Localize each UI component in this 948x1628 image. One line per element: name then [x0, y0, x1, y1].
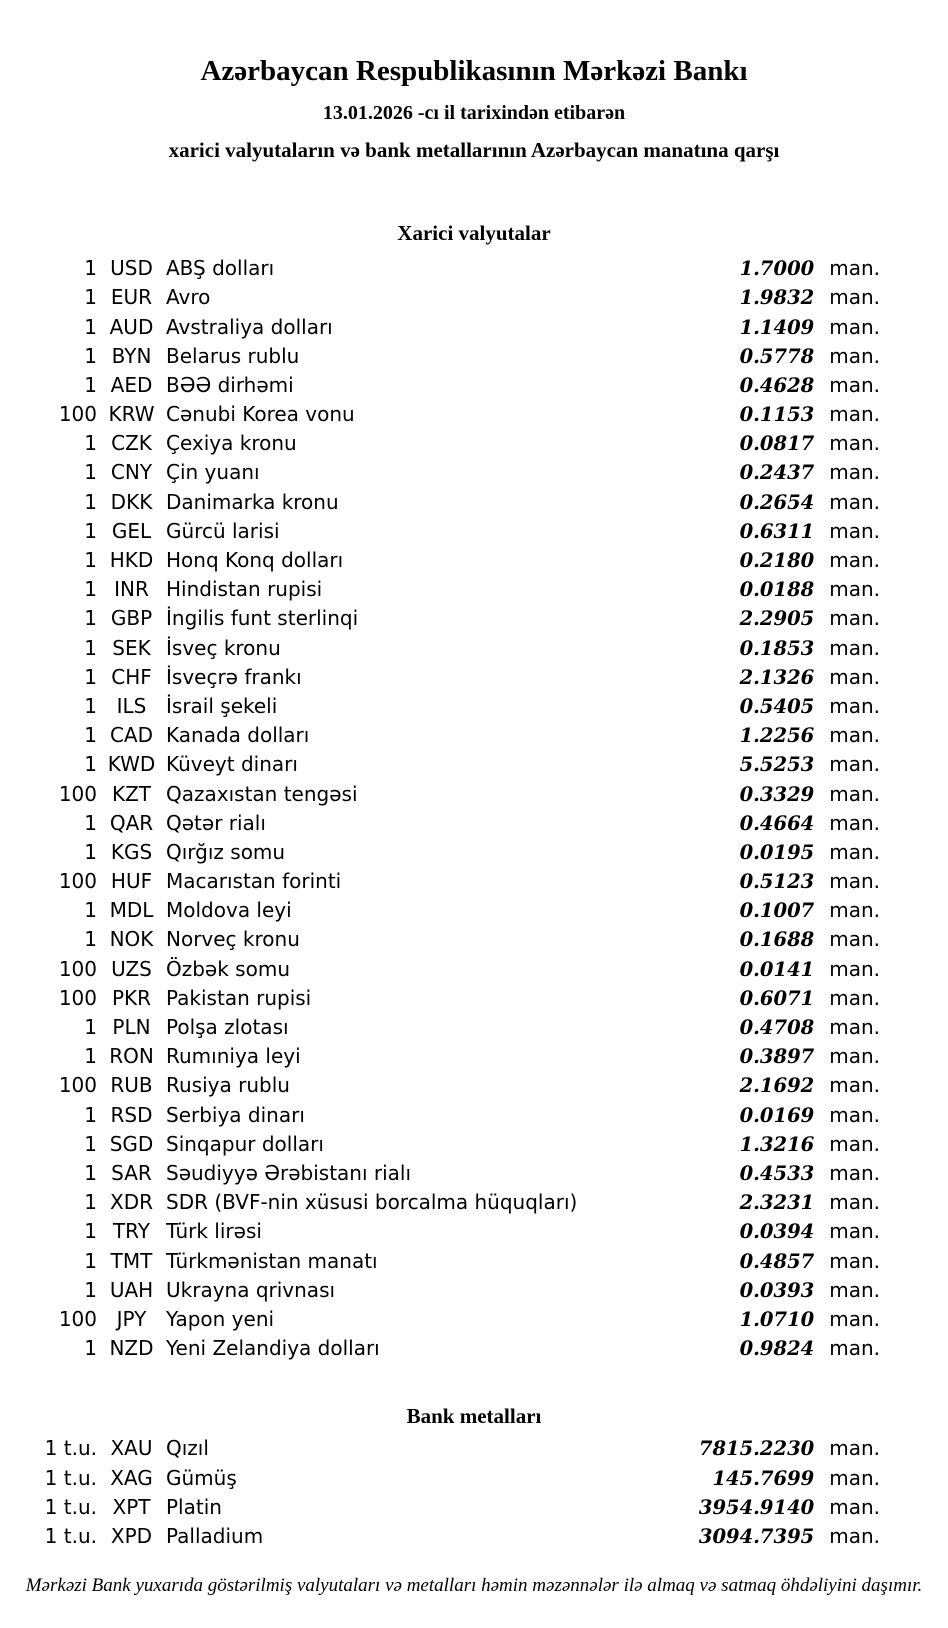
rate-value: 0.1007: [739, 899, 815, 923]
manat-unit-label: man.: [829, 693, 880, 718]
currency-code: XPD: [110, 1523, 153, 1548]
currency-name: Avro: [166, 285, 211, 310]
currency-code: INR: [114, 577, 149, 602]
rate-row: [0, 283, 948, 312]
currency-code: BYN: [111, 343, 152, 368]
rate-row: [0, 1434, 948, 1463]
quantity-value: 1 t.u.: [44, 1465, 97, 1490]
currency-code: CHF: [111, 664, 152, 689]
manat-unit-label: man.: [829, 1277, 880, 1302]
currency-code: NOK: [109, 927, 154, 952]
rate-value: 0.2180: [739, 549, 815, 572]
currency-code: JPY: [116, 1306, 147, 1331]
rate-row: [0, 1013, 948, 1042]
currency-name: Rumıniya leyi: [166, 1044, 301, 1069]
quantity-value: 1: [84, 693, 97, 718]
quantity-value: 1: [84, 1102, 97, 1127]
manat-unit-label: man.: [829, 518, 880, 543]
rate-value: 0.3329: [739, 782, 815, 806]
rate-row: [0, 313, 948, 342]
rate-value: 0.4533: [739, 1161, 815, 1185]
rate-value: 0.2654: [739, 490, 815, 514]
currency-code: NZD: [109, 1336, 154, 1361]
currency-code: QAR: [109, 810, 154, 835]
rate-row: [0, 1522, 948, 1551]
currency-code: XAU: [110, 1436, 153, 1461]
currency-code: KZT: [111, 781, 152, 806]
currency-code: XPT: [112, 1494, 151, 1519]
manat-unit-label: man.: [829, 985, 880, 1010]
rate-row: [0, 896, 948, 925]
quantity-value: 1: [84, 314, 97, 339]
quantity-value: 1: [84, 839, 97, 864]
rate-value: 0.6071: [739, 986, 815, 1010]
manat-unit-label: man.: [829, 577, 880, 602]
quantity-value: 100: [58, 985, 97, 1010]
quantity-value: 1: [84, 1015, 97, 1039]
quantity-value: 100: [58, 1306, 97, 1331]
rate-value: 1.7000: [739, 257, 815, 281]
currency-name: İsrail şekeli: [166, 693, 278, 718]
currency-code: CAD: [109, 723, 154, 748]
rate-row: [0, 1217, 948, 1246]
manat-unit-label: man.: [829, 1015, 880, 1039]
currency-name: Moldova leyi: [166, 898, 292, 923]
currency-code: XDR: [110, 1190, 153, 1215]
quantity-value: 1: [84, 1044, 97, 1069]
currency-name: Ukrayna qrivnası: [166, 1277, 336, 1302]
currency-name: Polşa zlotası: [166, 1015, 289, 1039]
currency-name: Palladium: [166, 1523, 264, 1548]
rate-value: 2.1692: [739, 1074, 815, 1098]
rate-row: [0, 546, 948, 575]
currency-name: Kanada dolları: [166, 723, 310, 748]
currency-name: Yeni Zelandiya dolları: [166, 1336, 380, 1361]
manat-unit-label: man.: [829, 1219, 880, 1244]
rate-value: 0.1153: [739, 403, 815, 427]
rate-row: [0, 575, 948, 604]
rate-value: 7815.2230: [698, 1437, 815, 1461]
currency-name: İsveç kronu: [166, 635, 281, 660]
rate-row: [0, 1101, 948, 1130]
quantity-value: 1: [84, 1277, 97, 1302]
currency-name: Macarıstan forinti: [166, 869, 342, 894]
currency-name: Yapon yeni: [166, 1306, 275, 1331]
effective-date-line: 13.01.2026 -cı il tarixindən etibarən: [322, 101, 626, 124]
rate-row: [0, 809, 948, 838]
rate-value: 0.5405: [739, 694, 815, 718]
quantity-value: 1: [84, 927, 97, 952]
rate-value: 0.0195: [739, 840, 815, 864]
metals-section-heading: Bank metalları: [406, 1404, 542, 1429]
manat-unit-label: man.: [829, 1306, 880, 1331]
manat-unit-label: man.: [829, 956, 880, 981]
currency-code: USD: [110, 256, 153, 281]
rate-value: 0.0393: [739, 1278, 815, 1302]
currency-code: SGD: [109, 1131, 154, 1156]
rate-value: 0.6311: [739, 519, 815, 543]
currency-code: UAH: [109, 1277, 154, 1302]
rate-row: [0, 984, 948, 1013]
quantity-value: 1: [84, 372, 97, 397]
manat-unit-label: man.: [829, 314, 880, 339]
rate-row: [0, 604, 948, 633]
manat-unit-label: man.: [829, 606, 880, 631]
rate-row: [0, 750, 948, 779]
quantity-value: 1: [84, 343, 97, 368]
manat-unit-label: man.: [829, 752, 880, 777]
currency-code: PKR: [111, 985, 152, 1010]
rate-row: [0, 1042, 948, 1071]
manat-unit-label: man.: [829, 1190, 880, 1215]
rate-value: 0.1688: [739, 928, 815, 952]
currency-code: EUR: [110, 285, 153, 310]
currency-code: PLN: [112, 1015, 151, 1039]
rate-value: 0.5123: [739, 870, 815, 894]
rate-value: 0.4664: [739, 811, 815, 835]
quantity-value: 1: [84, 606, 97, 631]
currency-name: Türkmənistan manatı: [166, 1248, 378, 1273]
manat-unit-label: man.: [829, 1248, 880, 1273]
manat-unit-label: man.: [829, 1436, 880, 1461]
currency-name: İsveçrə frankı: [166, 664, 302, 689]
manat-unit-label: man.: [829, 489, 880, 514]
rate-value: 2.2905: [739, 607, 815, 631]
currency-name: Qızıl: [166, 1436, 209, 1461]
rate-value: 145.7699: [712, 1466, 815, 1490]
currency-name: Hindistan rupisi: [166, 577, 323, 602]
rate-row: [0, 1188, 948, 1217]
quantity-value: 1: [84, 1190, 97, 1215]
manat-unit-label: man.: [829, 548, 880, 572]
quantity-value: 1: [84, 752, 97, 777]
quantity-value: 100: [58, 781, 97, 806]
rate-row: [0, 429, 948, 458]
manat-unit-label: man.: [829, 431, 880, 456]
rate-row: [0, 663, 948, 692]
quantity-value: 100: [58, 402, 97, 427]
quantity-value: 1: [84, 1131, 97, 1156]
rate-row: [0, 458, 948, 487]
quantity-value: 1: [84, 898, 97, 923]
rate-row: [0, 1247, 948, 1276]
manat-unit-label: man.: [829, 635, 880, 660]
rate-value: 1.3216: [739, 1132, 815, 1156]
currency-name: Çin yuanı: [166, 460, 260, 485]
rate-value: 3954.9140: [698, 1495, 815, 1519]
quantity-value: 1: [84, 256, 97, 281]
rate-value: 0.4628: [739, 373, 815, 397]
quantity-value: 1 t.u.: [44, 1523, 97, 1548]
quantity-value: 100: [58, 869, 97, 894]
manat-unit-label: man.: [829, 839, 880, 864]
manat-unit-label: man.: [829, 1102, 880, 1127]
currency-name: SDR (BVF-nin xüsusi borcalma hüquqları): [166, 1190, 578, 1215]
manat-unit-label: man.: [829, 1465, 880, 1490]
page-subtitle: xarici valyutaların və bank metallarının Azərbaycan manatına qarşı: [168, 137, 780, 162]
manat-unit-label: man.: [829, 372, 880, 397]
disclaimer-text: Mərkəzi Bank yuxarıda göstərilmiş valyutaları və metalları həmin məzənnələr ilə almaq və satmaq öhdəliyini daşımır.: [25, 1575, 923, 1597]
manat-unit-label: man.: [829, 664, 880, 689]
quantity-value: 1: [84, 1219, 97, 1244]
currency-name: Platin: [166, 1494, 222, 1519]
currency-code: GBP: [110, 606, 153, 631]
currency-code: UZS: [111, 956, 152, 981]
currency-name: Küveyt dinarı: [166, 752, 298, 777]
quantity-value: 1 t.u.: [44, 1494, 97, 1519]
quantity-value: 1: [84, 723, 97, 748]
currency-name: Gümüş: [166, 1465, 237, 1490]
quantity-value: 100: [58, 1073, 97, 1098]
quantity-value: 1: [84, 635, 97, 660]
quantity-value: 1: [84, 664, 97, 689]
rate-row: [0, 925, 948, 954]
manat-unit-label: man.: [829, 810, 880, 835]
currency-name: Serbiya dinarı: [166, 1102, 305, 1127]
currency-code: KGS: [110, 839, 153, 864]
rate-row: [0, 867, 948, 896]
metals-table: [0, 1434, 948, 1551]
currency-code: HKD: [109, 548, 154, 572]
currency-name: Sinqapur dolları: [166, 1131, 324, 1156]
currency-name: Avstraliya dolları: [166, 314, 333, 339]
currency-code: CNY: [110, 460, 153, 485]
manat-unit-label: man.: [829, 781, 880, 806]
currency-name: Səudiyyə Ərəbistanı rialı: [166, 1160, 412, 1185]
quantity-value: 1: [84, 1160, 97, 1185]
rate-value: 0.1853: [739, 636, 815, 660]
rate-row: [0, 955, 948, 984]
quantity-value: 1: [84, 548, 97, 572]
currency-code: RON: [109, 1044, 154, 1069]
currency-code: KRW: [108, 402, 155, 427]
manat-unit-label: man.: [829, 1336, 880, 1361]
currency-name: Norveç kronu: [166, 927, 300, 952]
currency-code: TMT: [110, 1248, 153, 1273]
currency-code: AED: [110, 372, 153, 397]
manat-unit-label: man.: [829, 927, 880, 952]
rate-row: [0, 400, 948, 429]
rate-row: [0, 254, 948, 283]
rate-row: [0, 488, 948, 517]
currency-code: HUF: [110, 869, 153, 894]
manat-unit-label: man.: [829, 343, 880, 368]
rate-value: 0.0394: [739, 1220, 815, 1244]
manat-unit-label: man.: [829, 869, 880, 894]
currency-code: AUD: [109, 314, 154, 339]
quantity-value: 1: [84, 285, 97, 310]
rate-value: 2.3231: [739, 1191, 815, 1215]
rate-row: [0, 1276, 948, 1305]
manat-unit-label: man.: [829, 1160, 880, 1185]
currency-name: Cənubi Korea vonu: [166, 402, 355, 427]
rate-value: 0.0169: [739, 1103, 815, 1127]
manat-unit-label: man.: [829, 1073, 880, 1098]
manat-unit-label: man.: [829, 1131, 880, 1156]
rate-value: 0.9824: [739, 1337, 815, 1361]
currency-code: KWD: [107, 752, 156, 777]
rate-row: [0, 838, 948, 867]
rate-value: 0.5778: [739, 344, 815, 368]
manat-unit-label: man.: [829, 1523, 880, 1548]
currency-code: CZK: [111, 431, 152, 456]
manat-unit-label: man.: [829, 723, 880, 748]
currency-code: SEK: [112, 635, 151, 660]
rate-row: [0, 1071, 948, 1100]
manat-unit-label: man.: [829, 898, 880, 923]
quantity-value: 1: [84, 577, 97, 602]
quantity-value: 1: [84, 518, 97, 543]
rate-row: [0, 721, 948, 750]
rate-row: [0, 1493, 948, 1522]
currency-name: Qətər rialı: [166, 810, 266, 835]
quantity-value: 1: [84, 1248, 97, 1273]
currency-name: Türk lirəsi: [166, 1219, 262, 1244]
manat-unit-label: man.: [829, 1044, 880, 1069]
rate-value: 0.4857: [739, 1249, 815, 1273]
rate-value: 0.0817: [739, 432, 815, 456]
rate-row: [0, 634, 948, 663]
currency-code: RUB: [110, 1073, 153, 1098]
currency-code: DKK: [110, 489, 153, 514]
currency-code: GEL: [111, 518, 152, 543]
currencies-table: [0, 254, 948, 1363]
manat-unit-label: man.: [829, 1494, 880, 1519]
rate-value: 1.9832: [739, 286, 815, 310]
currency-code: MDL: [109, 898, 154, 923]
currency-code: ILS: [116, 693, 147, 718]
currency-name: Qırğız somu: [166, 839, 286, 864]
rate-value: 0.0141: [739, 957, 815, 981]
rate-row: [0, 371, 948, 400]
currency-name: Özbək somu: [166, 956, 290, 981]
rate-value: 1.0710: [739, 1307, 815, 1331]
quantity-value: 100: [58, 956, 97, 981]
quantity-value: 1: [84, 460, 97, 485]
quantity-value: 1: [84, 810, 97, 835]
currency-code: TRY: [112, 1219, 151, 1244]
rate-value: 0.0188: [739, 578, 815, 602]
currency-name: Danimarka kronu: [166, 489, 339, 514]
currencies-section-heading: Xarici valyutalar: [397, 221, 551, 246]
manat-unit-label: man.: [829, 402, 880, 427]
rate-value: 0.3897: [739, 1045, 815, 1069]
currency-name: İngilis funt sterlinqi: [166, 606, 359, 631]
rate-value: 2.1326: [739, 665, 815, 689]
quantity-value: 1 t.u.: [44, 1436, 97, 1461]
currency-name: Pakistan rupisi: [166, 985, 312, 1010]
rate-value: 1.1409: [739, 315, 815, 339]
rate-value: 3094.7395: [698, 1524, 815, 1548]
currency-name: Rusiya rublu: [166, 1073, 290, 1098]
currency-name: Qazaxıstan tengəsi: [166, 781, 358, 806]
quantity-value: 1: [84, 489, 97, 514]
rate-row: [0, 1334, 948, 1363]
currency-name: ABŞ dolları: [166, 256, 275, 281]
currency-name: Honq Konq dolları: [166, 548, 344, 572]
currency-code: XAG: [110, 1465, 153, 1490]
rate-row: [0, 692, 948, 721]
manat-unit-label: man.: [829, 460, 880, 485]
rate-row: [0, 1159, 948, 1188]
currency-name: Gürcü larisi: [166, 518, 280, 543]
manat-unit-label: man.: [829, 256, 880, 281]
rate-row: [0, 1464, 948, 1493]
currency-name: Belarus rublu: [166, 343, 300, 368]
quantity-value: 1: [84, 431, 97, 456]
rate-row: [0, 1130, 948, 1159]
currency-code: RSD: [110, 1102, 153, 1127]
manat-unit-label: man.: [829, 285, 880, 310]
rate-value: 1.2256: [739, 724, 815, 748]
quantity-value: 1: [84, 1336, 97, 1361]
rate-row: [0, 342, 948, 371]
currency-name: Çexiya kronu: [166, 431, 297, 456]
page-title: Azərbaycan Respublikasının Mərkəzi Bankı: [200, 55, 748, 87]
rate-row: [0, 780, 948, 809]
rate-row: [0, 517, 948, 546]
rate-value: 0.4708: [739, 1016, 815, 1039]
currency-code: SAR: [111, 1160, 152, 1185]
currency-name: BƏƏ dirhəmi: [166, 372, 294, 397]
rate-row: [0, 1305, 948, 1334]
rate-value: 5.5253: [739, 753, 815, 777]
rate-value: 0.2437: [739, 461, 815, 485]
